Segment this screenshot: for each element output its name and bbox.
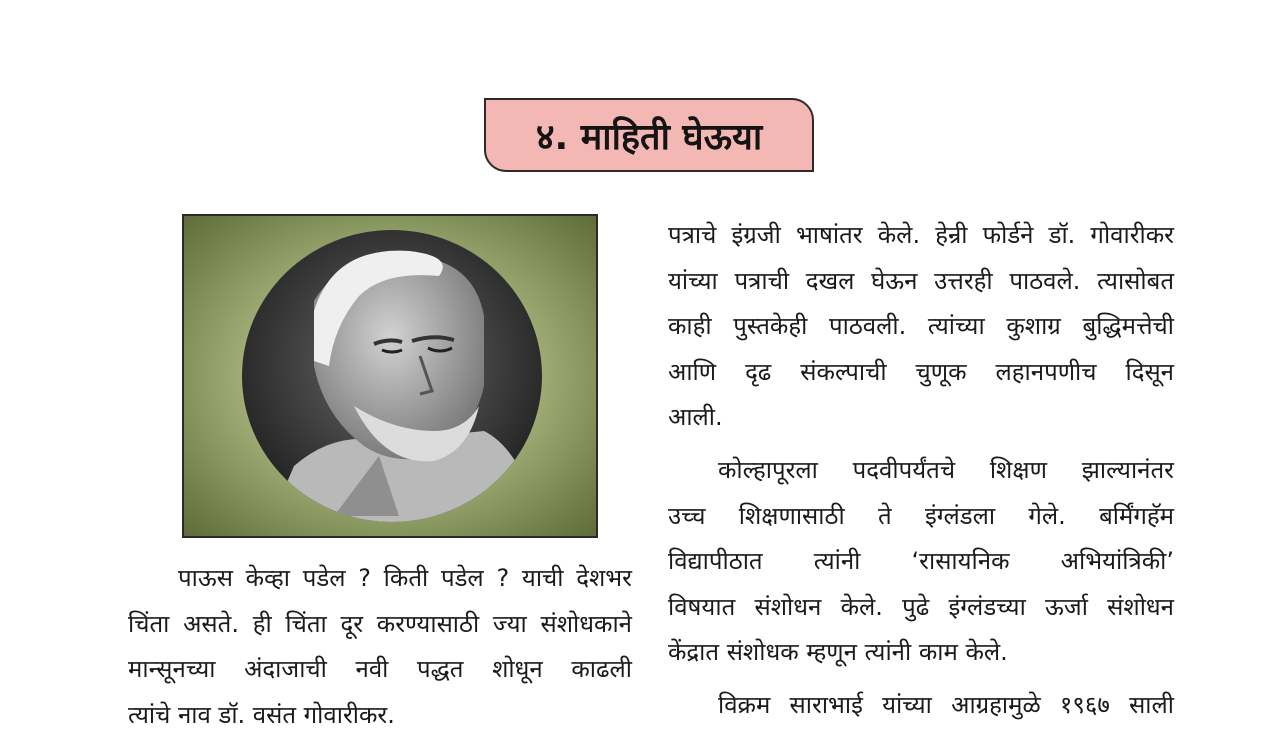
text-line: उच्च शिक्षणासाठी ते इंग्लंडला गेले. बर्मिंगहॅम <box>668 501 1174 530</box>
right-column-text <box>668 213 1174 729</box>
text-line: मान्सूनच्या अंदाजाची नवी पद्धत शोधून काढली <box>128 655 632 684</box>
text-line: केंद्रात संशोधक म्हणून त्यांनी काम केले. <box>668 638 1008 667</box>
text-line: आणि दृढ संकल्पाची चुणूक लहानपणीच दिसून <box>668 357 1174 386</box>
text-line: विद्यापीठात त्यांनी ‘रासायनिक अभियांत्रिकी’ <box>668 547 1174 576</box>
text-line: यांच्या पत्राची दखल घेऊन उत्तरही पाठवले. त्यासोबत <box>668 266 1174 295</box>
text-line: विषयात संशोधन केले. पुढे इंग्लंडच्या ऊर्जा संशोधन <box>668 592 1174 621</box>
chapter-title: ४. माहिती घेऊया <box>484 98 814 172</box>
text-line: विक्रम साराभाई यांच्या आग्रहामुळे १९६७ साली <box>718 690 1174 719</box>
text-line: पत्राचे इंग्रजी भाषांतर केले. हेन्री फोर्डने डॉ. गोवारीकर <box>668 221 1174 249</box>
text-line: चिंता असते. ही चिंता दूर करण्यासाठी ज्या संशोधकाने <box>128 609 632 638</box>
portrait-photo <box>182 214 598 538</box>
text-line: कोल्हापूरला पदवीपर्यंतचे शिक्षण झाल्यानंतर <box>718 455 1174 484</box>
text-line: काही पुस्तकेही पाठवली. त्यांच्या कुशाग्र बुद्धिमत्तेची <box>668 312 1174 341</box>
text-line: पाऊस केव्हा पडेल ? किती पडेल ? याची देशभर <box>178 564 632 592</box>
portrait-image <box>184 216 596 536</box>
text-line: आली. <box>668 403 723 432</box>
left-column-text <box>128 556 632 738</box>
text-line: त्यांचे नाव डॉ. वसंत गोवारीकर. <box>128 700 395 729</box>
